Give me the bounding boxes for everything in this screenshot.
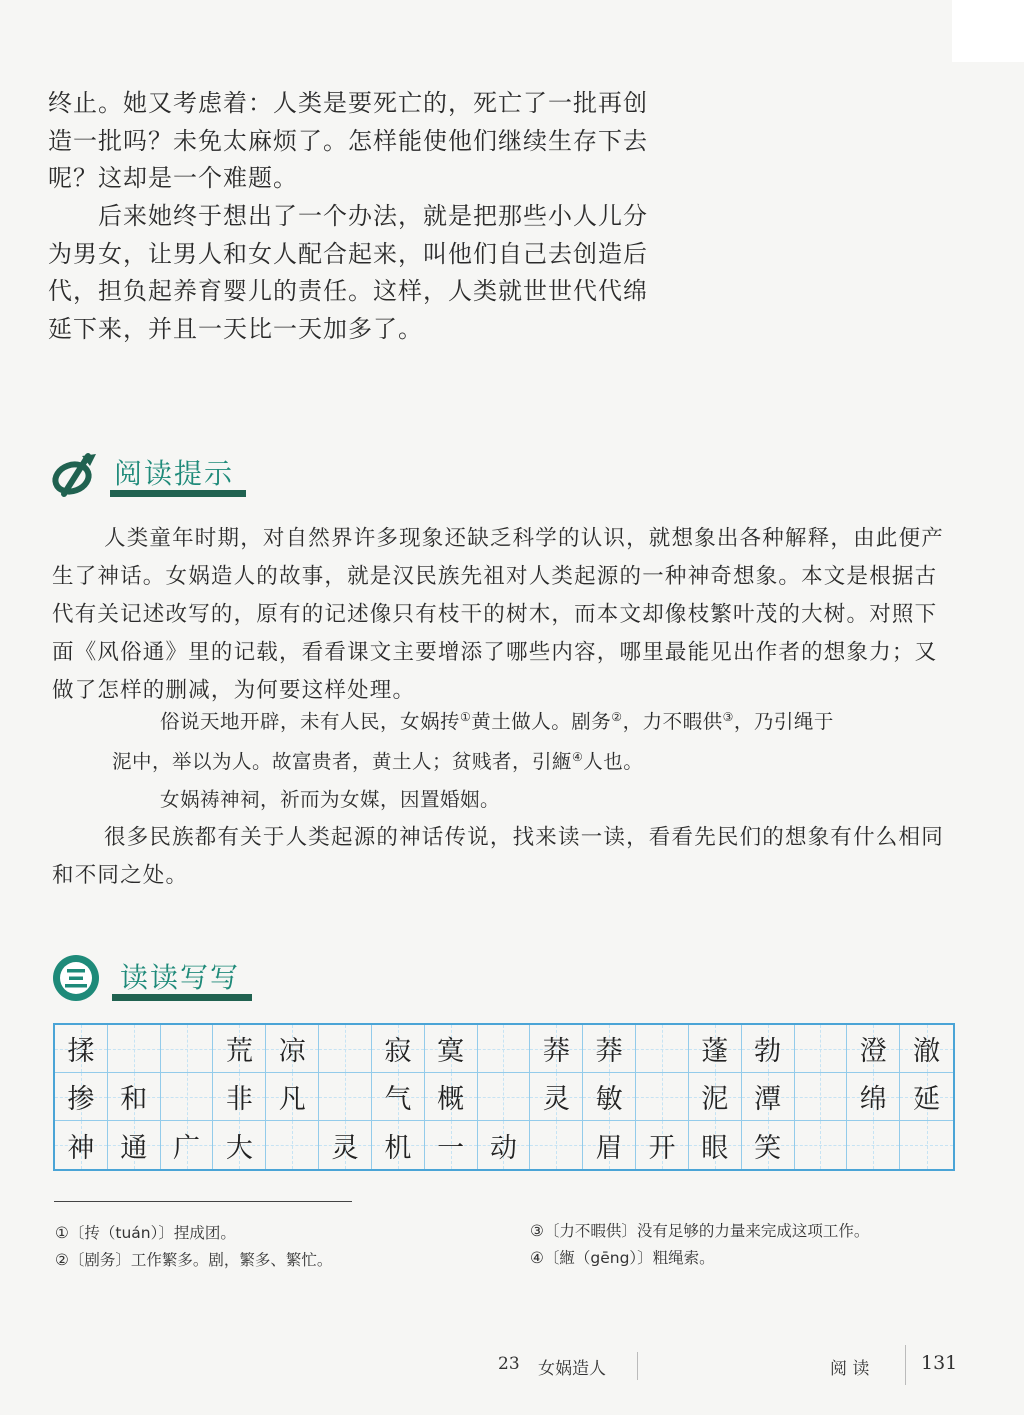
grid-cell: 蓬 xyxy=(689,1025,742,1073)
grid-cell xyxy=(530,1121,583,1169)
grid-cell: 寞 xyxy=(425,1025,478,1073)
section-title: 阅读提示 xyxy=(114,457,235,490)
grid-cell: 掺 xyxy=(55,1073,108,1121)
grid-cell xyxy=(319,1073,372,1121)
footnote-rule xyxy=(54,1201,352,1202)
tip-paragraph: 人类童年时期，对自然界许多现象还缺乏科学的认识，就想象出各种解释，由此便产生了神话。女娲造人的故事，就是汉民族先祖对人类起源的一种神奇想象。本文是根据古代有关记述改写的，原有的记述像只有枝干的树木，而本文却像枝繁叶茂的大树。对照下面《风俗通》里的记载，看看课文主要增添了哪些内容，哪里最能见出作者的想象力；又做了怎样的删减，为何要这样处理。 xyxy=(52,526,944,703)
grid-cell: 凉 xyxy=(266,1025,319,1073)
grid-cell: 荒 xyxy=(213,1025,266,1073)
passage-paragraph: 后来她终于想出了一个办法，就是把那些小人儿分为男女，让男人和女人配合起来，叫他们自己去创造后代，担负起养育婴儿的责任。这样，人类就世世代代绵延下来，并且一天比一天加多了。 xyxy=(48,202,648,343)
grid-cell: 气 xyxy=(372,1073,425,1121)
grid-cell: 一 xyxy=(425,1121,478,1169)
quote-line: 女娲祷神祠，祈而为女媒，因置婚姻。 xyxy=(160,788,501,811)
read-write-header xyxy=(50,952,270,1004)
grid-cell xyxy=(161,1025,214,1073)
grid-cell xyxy=(478,1073,531,1121)
grid-cell: 潭 xyxy=(742,1073,795,1121)
section-title: 读读写写 xyxy=(120,961,241,994)
passage-paragraph: 终止。她又考虑着：人类是要死亡的，死亡了一批再创造一批吗？未免太麻烦了。怎样能使他们继续生存下去呢？这却是一个难题。 xyxy=(48,89,648,192)
lesson-title: 女娲造人 xyxy=(538,1359,606,1379)
grid-cell: 泥 xyxy=(689,1073,742,1121)
grid-cell: 笑 xyxy=(742,1121,795,1169)
grid-cell xyxy=(900,1121,953,1169)
corner-blank xyxy=(952,0,1024,62)
grid-cell: 眼 xyxy=(689,1121,742,1169)
footnote: ③〔力不暇供〕没有足够的力量来完成这项工作。 xyxy=(530,1222,870,1240)
grid-cell: 和 xyxy=(108,1073,161,1121)
grid-cell: 非 xyxy=(213,1073,266,1121)
reading-tip-icon xyxy=(48,448,100,500)
quote-line: 俗说天地开辟，未有人民，女娲抟①黄土做人。剧务②，力不暇供③，乃引绳于 xyxy=(160,710,834,733)
grid-cell: 动 xyxy=(478,1121,531,1169)
page-number: 131 xyxy=(921,1352,958,1374)
grid-cell: 延 xyxy=(900,1073,953,1121)
section-name: 阅 读 xyxy=(830,1359,870,1379)
grid-cell: 勃 xyxy=(742,1025,795,1073)
grid-cell: 概 xyxy=(425,1073,478,1121)
grid-cell: 通 xyxy=(108,1121,161,1169)
grid-cell: 寂 xyxy=(372,1025,425,1073)
grid-cell xyxy=(161,1073,214,1121)
footer-divider xyxy=(905,1345,906,1385)
quote-line: 泥中，举以为人。故富贵者，黄土人；贫贱者，引緪④人也。 xyxy=(112,750,644,773)
title-underline xyxy=(112,994,252,1001)
grid-cell xyxy=(795,1073,848,1121)
vocabulary-grid xyxy=(53,1023,955,1171)
footnote: ④〔緪（gēng）〕粗绳索。 xyxy=(530,1249,715,1267)
reading-tip-header xyxy=(48,448,248,500)
grid-cell: 凡 xyxy=(266,1073,319,1121)
lesson-number: 23 xyxy=(498,1354,520,1374)
grid-cell: 大 xyxy=(213,1121,266,1169)
grid-cell xyxy=(108,1025,161,1073)
grid-cell: 机 xyxy=(372,1121,425,1169)
footnote: ①〔抟（tuán）〕捏成团。 xyxy=(55,1224,236,1242)
grid-cell xyxy=(795,1025,848,1073)
grid-cell: 揉 xyxy=(55,1025,108,1073)
grid-cell: 广 xyxy=(161,1121,214,1169)
grid-cell: 澄 xyxy=(847,1025,900,1073)
grid-cell: 神 xyxy=(55,1121,108,1169)
footer-divider xyxy=(637,1352,638,1380)
grid-cell xyxy=(478,1025,531,1073)
section-three-icon xyxy=(50,952,102,1004)
grid-cell: 敏 xyxy=(583,1073,636,1121)
tip-paragraph: 很多民族都有关于人类起源的神话传说，找来读一读，看看先民们的想象有什么相同和不同之处。 xyxy=(52,825,944,888)
grid-cell: 绵 xyxy=(847,1073,900,1121)
grid-cell xyxy=(795,1121,848,1169)
footnote: ②〔剧务〕工作繁多。剧，繁多、繁忙。 xyxy=(55,1251,333,1269)
grid-cell xyxy=(266,1121,319,1169)
grid-cell xyxy=(636,1025,689,1073)
grid-cell xyxy=(636,1073,689,1121)
grid-cell xyxy=(319,1025,372,1073)
grid-cell: 莽 xyxy=(583,1025,636,1073)
grid-cell: 澈 xyxy=(900,1025,953,1073)
grid-cell: 莽 xyxy=(530,1025,583,1073)
grid-cell: 灵 xyxy=(319,1121,372,1169)
grid-cell: 灵 xyxy=(530,1073,583,1121)
title-underline xyxy=(110,490,246,497)
grid-cell: 开 xyxy=(636,1121,689,1169)
grid-cell xyxy=(847,1121,900,1169)
grid-cell: 眉 xyxy=(583,1121,636,1169)
